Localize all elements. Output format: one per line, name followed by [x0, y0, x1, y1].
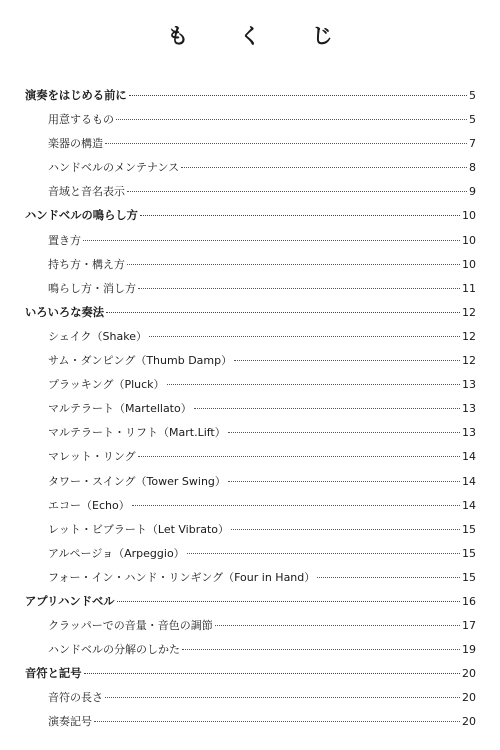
entry-title: シェイク（Shake）: [48, 329, 147, 343]
page-number: 8: [469, 161, 476, 175]
entry-title: 置き方: [48, 233, 81, 247]
dot-leader: [132, 505, 460, 506]
entry-title: 楽器の構造: [48, 137, 103, 151]
dot-leader: [138, 456, 460, 457]
page-number: 12: [462, 305, 476, 319]
entry-title: サム・ダンピング（Thumb Damp）: [48, 354, 233, 368]
entry-title: 音域と音名表示: [48, 185, 125, 199]
dot-leader: [194, 408, 460, 409]
entry-title: マルテラート（Martellato）: [48, 402, 192, 416]
toc-section-entry: [25, 590, 476, 614]
toc-entry: [25, 277, 476, 301]
dot-leader: [105, 143, 467, 144]
page-number: 13: [462, 402, 476, 416]
table-of-contents: [25, 84, 476, 735]
page-number: 20: [462, 715, 476, 729]
section-title: ハンドベルの鳴らし方: [25, 209, 138, 223]
page-number: 10: [462, 233, 476, 247]
page-number: 11: [462, 281, 476, 295]
page-number: 10: [462, 257, 476, 271]
toc-entry: [25, 253, 476, 277]
page-number: 17: [462, 619, 476, 633]
dot-leader: [140, 215, 460, 216]
section-title: アプリハンドベル: [25, 594, 115, 608]
dot-leader: [317, 577, 460, 578]
entry-title: フォー・イン・ハンド・リンギング（Four in Hand）: [48, 570, 316, 584]
toc-entry: [25, 445, 476, 469]
toc-entry: [25, 542, 476, 566]
dot-leader: [83, 240, 460, 241]
toc-section-entry: [25, 84, 476, 108]
dot-leader: [129, 95, 467, 96]
page-number: 14: [462, 474, 476, 488]
toc-entry: [25, 710, 476, 734]
dot-leader: [127, 191, 467, 192]
dot-leader: [117, 601, 460, 602]
dot-leader: [182, 649, 460, 650]
entry-title: アルページョ（Arpeggio）: [48, 546, 185, 560]
dot-leader: [84, 673, 461, 674]
entry-title: 鳴らし方・消し方: [48, 281, 136, 295]
dot-leader: [105, 697, 460, 698]
toc-section-entry: [25, 204, 476, 228]
toc-entry: [25, 638, 476, 662]
page-number: 14: [462, 498, 476, 512]
dot-leader: [94, 721, 460, 722]
page-number: 5: [469, 113, 476, 127]
page-number: 9: [469, 185, 476, 199]
page-number: 13: [462, 426, 476, 440]
toc-entry: [25, 156, 476, 180]
dot-leader: [234, 360, 460, 361]
page-number: 10: [462, 209, 476, 223]
dot-leader: [106, 312, 460, 313]
dot-leader: [127, 264, 460, 265]
entry-title: 演奏記号: [48, 715, 92, 729]
entry-title: プラッキング（Pluck）: [48, 378, 165, 392]
entry-title: エコー（Echo）: [48, 498, 130, 512]
dot-leader: [181, 167, 467, 168]
page-number: 14: [462, 450, 476, 464]
entry-title: レット・ビブラート（Let Vibrato）: [48, 522, 230, 536]
entry-title: ハンドベルの分解のしかた: [48, 643, 180, 657]
dot-leader: [149, 336, 460, 337]
toc-entry: [25, 518, 476, 542]
entry-title: 音符の長さ: [48, 691, 103, 705]
page-number: 20: [462, 667, 476, 681]
page-number: 7: [469, 137, 476, 151]
toc-entry: [25, 397, 476, 421]
dot-leader: [138, 288, 460, 289]
entry-title: タワー・スイング（Tower Swing）: [48, 474, 226, 488]
toc-entry: [25, 566, 476, 590]
page-number: 12: [462, 354, 476, 368]
toc-entry: [25, 421, 476, 445]
dot-leader: [228, 481, 460, 482]
page-number: 13: [462, 378, 476, 392]
page-number: 15: [462, 522, 476, 536]
toc-entry: [25, 614, 476, 638]
toc-entry: [25, 686, 476, 710]
page-number: 19: [462, 643, 476, 657]
page-number: 15: [462, 570, 476, 584]
page-number: 5: [469, 89, 476, 102]
section-title: 音符と記号: [25, 667, 82, 681]
toc-entry: [25, 349, 476, 373]
page-number: 12: [462, 329, 476, 343]
toc-section-entry: [25, 301, 476, 325]
toc-entry: [25, 325, 476, 349]
toc-entry: [25, 180, 476, 204]
dot-leader: [116, 119, 467, 120]
dot-leader: [231, 529, 460, 530]
toc-entry: [25, 373, 476, 397]
section-title: 演奏をはじめる前に: [25, 89, 127, 102]
entry-title: クラッパーでの音量・音色の調節: [48, 619, 213, 633]
entry-title: マレット・リング: [48, 450, 136, 464]
entry-title: ハンドベルのメンテナンス: [48, 161, 180, 175]
toc-section-entry: [25, 662, 476, 686]
toc-entry: [25, 108, 476, 132]
dot-leader: [187, 553, 460, 554]
toc-entry: [25, 470, 476, 494]
dot-leader: [228, 432, 460, 433]
toc-entry: [25, 494, 476, 518]
entry-title: 用意するもの: [48, 113, 114, 127]
entry-title: 持ち方・構え方: [48, 257, 125, 271]
dot-leader: [167, 384, 460, 385]
toc-entry: [25, 229, 476, 253]
dot-leader: [215, 625, 460, 626]
page-number: 16: [462, 594, 476, 608]
page-number: 20: [462, 691, 476, 705]
toc-entry: [25, 132, 476, 156]
section-title: いろいろな奏法: [25, 305, 105, 319]
page-number: 15: [462, 546, 476, 560]
entry-title: マルテラート・リフト（Mart.Lift）: [48, 426, 226, 440]
page-title: も く じ: [167, 24, 355, 48]
